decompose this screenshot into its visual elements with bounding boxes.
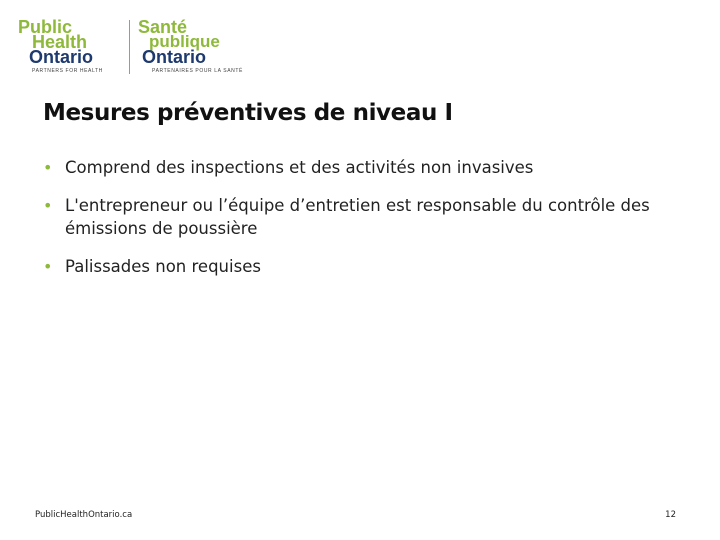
- logo-fr-tagline: PARTENAIRES POUR LA SANTÉ: [152, 68, 243, 74]
- logo-en-tagline: PARTNERS FOR HEALTH: [32, 68, 103, 74]
- bullet-text: L'entrepreneur ou l’équipe d’entretien est responsable du contrôle des émissions de poussière: [65, 196, 650, 238]
- footer-website: PublicHealthOntario.ca: [35, 510, 133, 520]
- logo-en-word-1: Public: [18, 17, 73, 37]
- bullet-item: [43, 255, 683, 278]
- bullet-marker: •: [43, 257, 53, 276]
- logo-fr-word-2: publique: [149, 32, 220, 51]
- bullet-list: [43, 156, 683, 293]
- bullet-marker: •: [43, 158, 53, 177]
- logo-fr-word-3: Ontario: [142, 47, 207, 67]
- bullet-marker: •: [43, 196, 53, 215]
- logo-fr-word-1: Santé: [138, 17, 188, 37]
- logo-divider: [129, 20, 130, 74]
- slide-title: Mesures préventives de niveau I: [43, 100, 453, 126]
- bullet-item: [43, 194, 683, 240]
- bullet-text: Comprend des inspections et des activités non invasives: [65, 158, 534, 177]
- page-number: 12: [665, 510, 676, 520]
- logo-en-word-2: Health: [32, 32, 88, 52]
- bullet-item: [43, 156, 683, 179]
- bullet-text: Palissades non requises: [65, 257, 261, 276]
- logo-en-word-3: Ontario: [29, 47, 94, 67]
- public-health-ontario-logo: [18, 16, 258, 78]
